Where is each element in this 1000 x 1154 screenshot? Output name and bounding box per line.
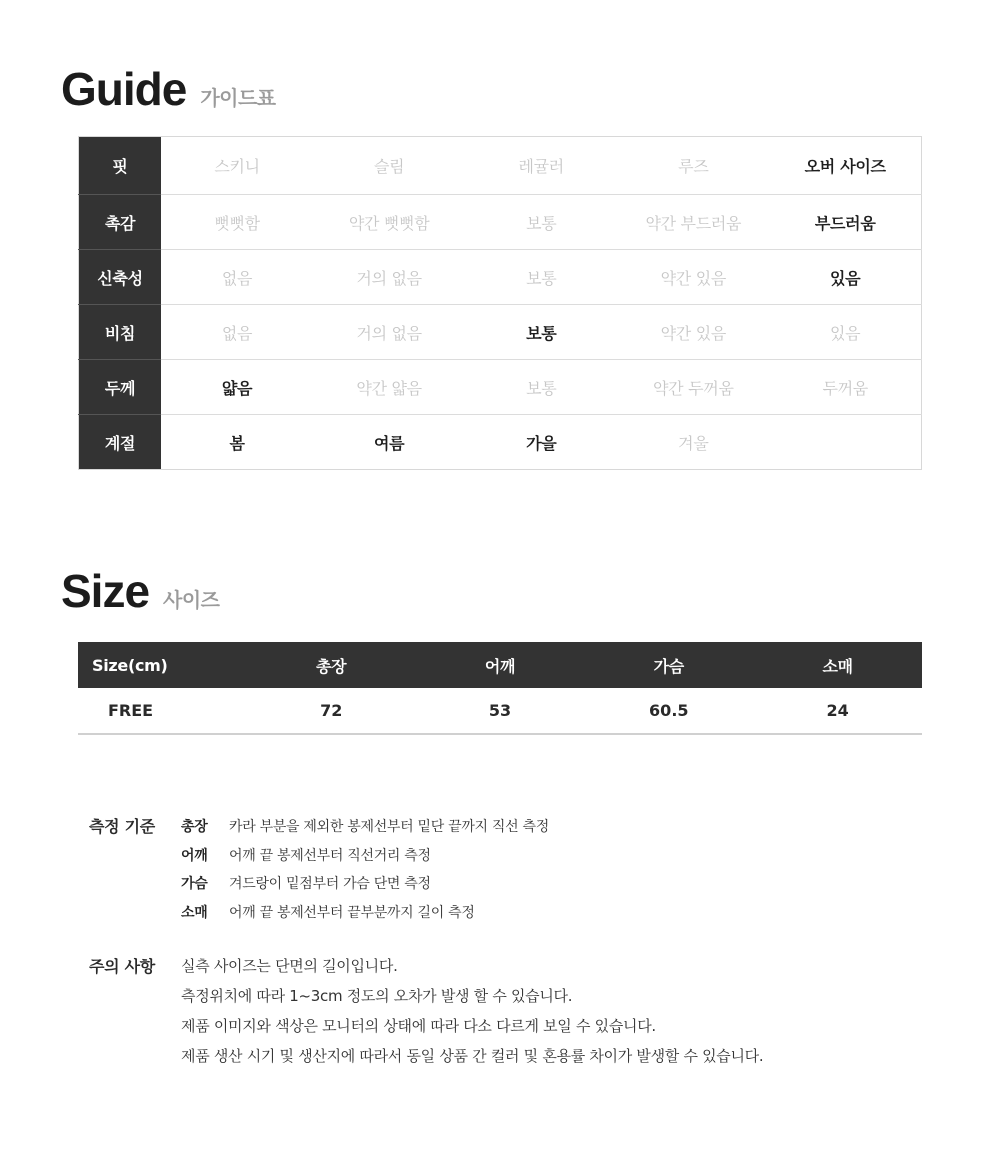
measure-item	[181, 816, 549, 836]
guide-option: 뻣뻣함	[161, 195, 313, 250]
size-cell: 60.5	[584, 688, 753, 734]
guide-table	[78, 136, 922, 470]
guide-option: 거의 없음	[313, 250, 465, 305]
guide-row	[79, 360, 922, 415]
guide-row-label: 촉감	[79, 195, 162, 250]
guide-subtitle: 가이드표	[200, 86, 276, 110]
guide-option: 레귤러	[518, 157, 564, 176]
guide-heading	[61, 62, 276, 116]
size-cell: FREE	[78, 688, 247, 734]
size-cell: 53	[416, 688, 585, 734]
guide-row	[79, 137, 922, 195]
guide-row-label: 두께	[79, 360, 162, 415]
guide-row	[79, 250, 922, 305]
guide-option: 슬림	[373, 157, 405, 176]
guide-row	[79, 415, 922, 470]
size-cell: 24	[753, 688, 922, 734]
guide-option: 약간 뻣뻣함	[313, 195, 465, 250]
guide-option	[769, 415, 921, 470]
guide-row	[79, 195, 922, 250]
measure-desc: 어깨 끝 봉제선부터 직선거리 측정	[229, 848, 431, 864]
measure-desc: 겨드랑이 밑점부터 가슴 단면 측정	[229, 876, 431, 892]
guide-option: 없음	[161, 250, 313, 305]
size-header-cell: 총장	[247, 642, 416, 688]
size-heading	[61, 564, 220, 618]
measure-title: 측정 기준	[89, 817, 155, 836]
guide-row	[79, 305, 922, 360]
guide-row-label: 비침	[79, 305, 162, 360]
measure-key: 가슴	[181, 876, 208, 892]
guide-option: 보통	[465, 360, 617, 415]
guide-option: 거의 없음	[313, 305, 465, 360]
size-header-cell: 가슴	[584, 642, 753, 688]
guide-option: 약간 있음	[617, 250, 769, 305]
guide-option: 보통	[465, 250, 617, 305]
size-header-row	[78, 642, 922, 688]
measure-key: 소매	[181, 905, 208, 921]
measure-key: 총장	[181, 819, 208, 835]
guide-option: 약간 있음	[617, 305, 769, 360]
size-row	[78, 688, 922, 734]
size-header-cell: Size(cm)	[78, 642, 247, 688]
guide-option: 보통	[465, 305, 617, 360]
size-title: Size	[61, 565, 150, 617]
guide-option: 얇음	[161, 360, 313, 415]
caution-title: 주의 사항	[89, 957, 155, 976]
guide-option: 두꺼움	[769, 360, 921, 415]
guide-option: 보통	[465, 195, 617, 250]
measure-key: 어깨	[181, 848, 208, 864]
guide-option: 여름	[313, 415, 465, 470]
size-table	[78, 642, 922, 735]
guide-option: 가을	[465, 415, 617, 470]
guide-option: 스키니	[214, 157, 260, 176]
measure-item	[181, 845, 431, 865]
measure-desc: 어깨 끝 봉제선부터 끝부분까지 길이 측정	[229, 905, 475, 921]
guide-option: 오버 사이즈	[804, 157, 886, 176]
guide-row-label: 신축성	[79, 250, 162, 305]
guide-option: 봄	[161, 415, 313, 470]
size-subtitle: 사이즈	[163, 588, 220, 612]
measure-item	[181, 873, 431, 893]
caution-line: 측정위치에 따라 1~3cm 정도의 오차가 발생 할 수 있습니다.	[181, 987, 573, 1005]
measure-item	[181, 902, 475, 922]
guide-option: 없음	[161, 305, 313, 360]
caution-line: 제품 생산 시기 및 생산지에 따라서 동일 상품 간 컬러 및 혼용률 차이가 발생할 수 있습니다.	[181, 1047, 764, 1065]
guide-row-label: 핏	[79, 137, 162, 195]
guide-title: Guide	[61, 63, 187, 115]
guide-option: 루즈	[678, 157, 709, 176]
caution-line: 실측 사이즈는 단면의 길이입니다.	[181, 957, 398, 975]
guide-row-label: 계절	[79, 415, 162, 470]
guide-option: 약간 얇음	[313, 360, 465, 415]
guide-option: 약간 부드러움	[617, 195, 769, 250]
size-cell: 72	[247, 688, 416, 734]
caution-line: 제품 이미지와 색상은 모니터의 상태에 따라 다소 다르게 보일 수 있습니다.	[181, 1017, 656, 1035]
guide-option: 있음	[769, 305, 921, 360]
size-header-cell: 어깨	[416, 642, 585, 688]
guide-option: 있음	[769, 250, 921, 305]
guide-option: 약간 두꺼움	[617, 360, 769, 415]
guide-option: 부드러움	[769, 195, 921, 250]
guide-option: 겨울	[617, 415, 769, 470]
size-header-cell: 소매	[753, 642, 922, 688]
measure-desc: 카라 부분을 제외한 봉제선부터 밑단 끝까지 직선 측정	[229, 819, 549, 835]
